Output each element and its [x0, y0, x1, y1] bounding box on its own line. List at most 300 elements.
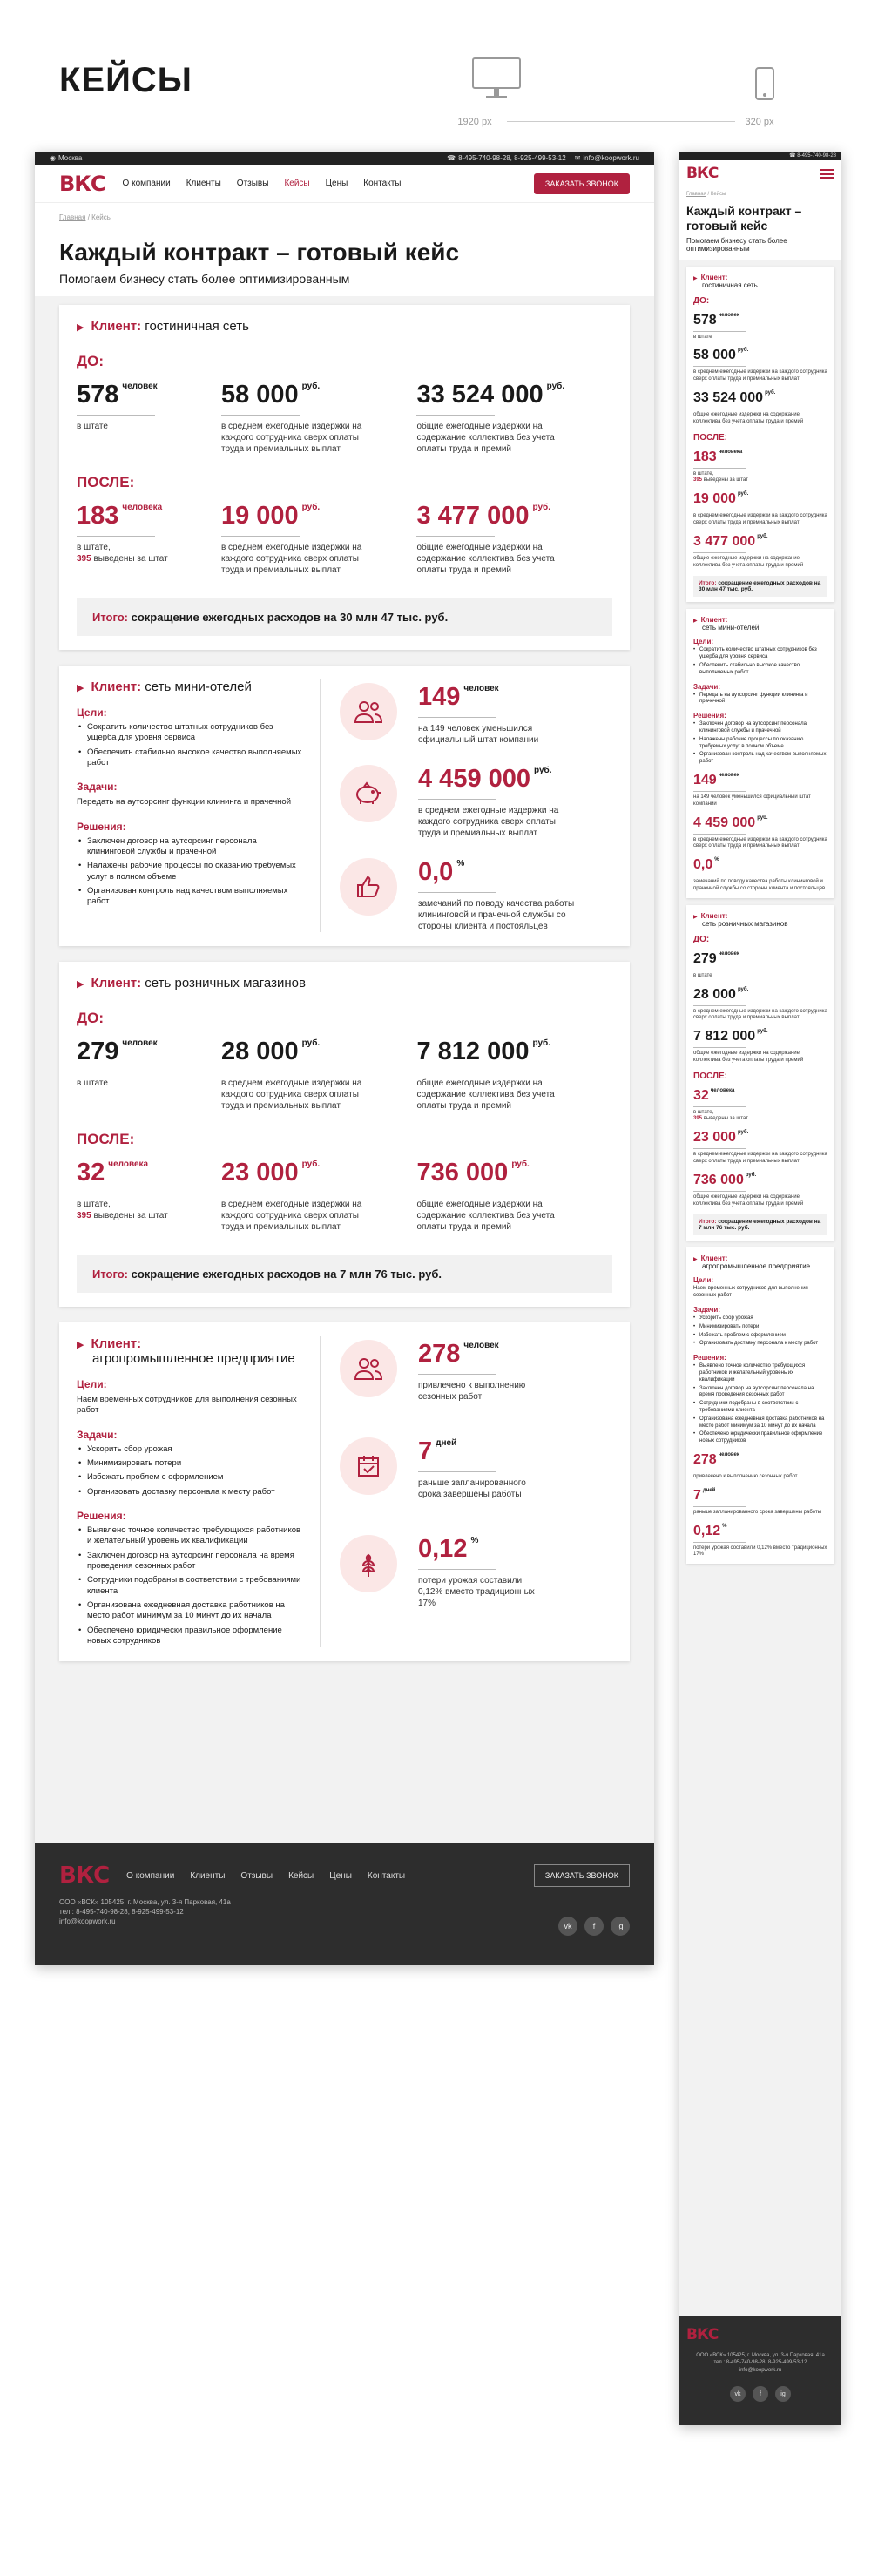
- stat-value: 33 524 000: [416, 381, 544, 409]
- calendar-icon: [340, 1437, 397, 1495]
- stat-desc: общие ежегодные издержки на содержание коллектива без учета оплаты труда и премий: [693, 411, 804, 424]
- stat-desc: в среднем ежегодные издержки на каждого сотрудника сверх оплаты труда и премиальных выплат: [693, 836, 827, 849]
- footer-email[interactable]: info@koopwork.ru: [739, 2367, 782, 2373]
- stat-desc: на 149 человек уменьшился официальный штат компании: [693, 794, 811, 807]
- mobile-hero-lead: Помогаем бизнесу стать более оптимизированным: [686, 236, 787, 253]
- footer-logo[interactable]: ВКС: [59, 1863, 110, 1889]
- case-client: [693, 274, 827, 289]
- stat-unit: человек: [122, 382, 158, 391]
- stat-value: 58 000: [693, 348, 736, 363]
- task-item: • Избежать проблем с оформлением: [693, 1333, 827, 1340]
- task-item: • Минимизировать потери: [693, 1324, 827, 1331]
- stat-unit: человек: [718, 772, 739, 778]
- stat-desc: раньше запланированного срока завершены работы: [693, 1509, 822, 1515]
- solution-item: • Сотрудники подобраны в соответствии с требованиями клиента: [693, 1401, 827, 1415]
- stat-value: 7 812 000: [416, 1038, 530, 1065]
- tasks-label: Задачи:: [693, 1306, 721, 1315]
- stat-unit: %: [456, 859, 465, 869]
- stat-value: 33 524 000: [693, 389, 764, 405]
- email[interactable]: info@koopwork.ru: [583, 154, 639, 162]
- case-client: [77, 679, 302, 694]
- before-label: ДО:: [693, 295, 710, 306]
- stat-unit: руб.: [511, 1160, 530, 1169]
- total-text: сокращение ежегодных расходов на 30 млн 47 тыс. руб.: [131, 611, 449, 624]
- footer-nav-contacts[interactable]: Контакты: [367, 1870, 406, 1881]
- tel[interactable]: тел.: 8-495-740-98-28, 8-925-499-53-12: [713, 2360, 807, 2366]
- stat-desc: в среднем ежегодные издержки на каждого сотрудника сверх оплаты труда и премиальных выплат: [220, 422, 362, 454]
- stat-unit: %: [470, 1536, 479, 1545]
- location-pin-icon: ◉: [50, 154, 56, 162]
- hamburger-icon[interactable]: [820, 169, 834, 179]
- hero: [35, 221, 654, 296]
- stat-unit: человека: [122, 503, 163, 512]
- mobile-social-links: [686, 2386, 834, 2402]
- footer-email[interactable]: info@koopwork.ru: [59, 1917, 116, 1926]
- breadcrumb-home[interactable]: Главная: [59, 213, 86, 221]
- before-label: ДО:: [77, 353, 104, 369]
- solutions-label: Решения:: [693, 1354, 726, 1362]
- stat-desc: общие ежегодные издержки на содержание коллектива без учета оплаты труда и премий: [693, 555, 804, 568]
- stat-value: 279: [77, 1038, 119, 1065]
- after-label: ПОСЛЕ:: [77, 1131, 135, 1147]
- client-name: гостиничная сеть: [702, 281, 758, 289]
- stat-desc: в среднем ежегодные издержки на каждого сотрудника сверх оплаты труда и премиальных выплат: [693, 1008, 827, 1021]
- stat-desc: привлечено к выполнению сезонных работ: [418, 1381, 526, 1402]
- stat-desc: в штате,: [77, 543, 111, 552]
- stat-desc: общие ежегодные издержки на содержание коллектива без учета оплаты труда и премий: [693, 1051, 804, 1063]
- solution-item: • Организована ежедневная доставка работников на место работ минимум за 10 минут до их начала: [77, 1600, 302, 1622]
- piggy-bank-icon: [340, 765, 397, 822]
- stat-desc: в среднем ежегодные издержки на каждого сотрудника сверх оплаты труда и премиальных выплат: [693, 369, 827, 382]
- mobile-phone-icon: [754, 66, 775, 105]
- thumbs-up-icon: [340, 858, 397, 916]
- stat: [416, 1038, 612, 1112]
- stat-desc: в штате: [77, 422, 108, 431]
- before-label: ДО:: [77, 1010, 104, 1026]
- stat-value: 19 000: [220, 502, 299, 530]
- mobile-case-agro: [686, 1247, 834, 1564]
- address: ООО «ВСК» 105425, г. Москва, ул. 3-я Парковая, 41а: [59, 1898, 231, 1906]
- after-label: ПОСЛЕ:: [693, 1071, 727, 1081]
- instagram-icon[interactable]: ig: [775, 2386, 791, 2402]
- stat-unit: человек: [718, 950, 739, 957]
- stat-unit: руб.: [301, 503, 321, 512]
- stat-unit: руб.: [301, 1160, 321, 1169]
- mobile-hero: [679, 197, 841, 260]
- goal-item: • Сократить количество штатных сотрудников без ущерба для уровня сервиса: [77, 722, 302, 744]
- stat: [77, 1159, 221, 1233]
- stat-desc: в среднем ежегодные издержки на каждого сотрудника сверх оплаты труда и премиальных выплат: [220, 1078, 362, 1111]
- solution-item: • Выявлено точное количество требующихся работников и желательный уровень их квалификации: [77, 1525, 302, 1547]
- stat-unit: дней: [702, 1487, 716, 1493]
- before-label: ДО:: [693, 934, 710, 944]
- stat-desc-tail: выведены за штат: [93, 554, 168, 564]
- stat-desc-number: 395: [693, 477, 703, 483]
- social-links: [551, 1917, 630, 1936]
- icon-stat: [340, 683, 612, 746]
- hero-title: Каждый контракт – готовый кейс: [59, 239, 460, 266]
- solution-item: • Обеспечено юридически правильное оформление новых сотрудников: [77, 1626, 302, 1647]
- case-total: [693, 576, 827, 597]
- footer-call-button[interactable]: ЗАКАЗАТЬ ЗВОНОК: [534, 1864, 630, 1887]
- footer-nav-reviews[interactable]: Отзывы: [240, 1870, 273, 1881]
- client-label: Клиент:: [700, 616, 728, 625]
- mobile-top-bar: [679, 152, 841, 160]
- breadcrumb-current: Кейсы: [710, 192, 726, 197]
- stat-value: 32: [693, 1087, 709, 1103]
- total-label: Итого:: [92, 1268, 128, 1281]
- nav-clients[interactable]: Клиенты: [186, 179, 221, 188]
- stat-value: 279: [693, 950, 717, 966]
- solution-item: • Заключен договор на аутсорсинг персонала клининговой службы и прачечной: [77, 836, 302, 858]
- client-label: Клиент:: [91, 679, 142, 694]
- nav-cases[interactable]: Кейсы: [284, 179, 310, 188]
- stat-desc-number: 395: [77, 1211, 91, 1220]
- stat-value: 4 459 000: [693, 815, 756, 830]
- stat-value: 278: [418, 1340, 461, 1368]
- phone-icon: ☎: [447, 154, 456, 162]
- stat-unit: руб.: [534, 766, 552, 775]
- nav-contacts[interactable]: Контакты: [363, 179, 402, 188]
- client-name: агропромышленное предприятие: [702, 1262, 811, 1271]
- desktop-monitor-icon: [470, 56, 523, 105]
- after-label: ПОСЛЕ:: [693, 432, 727, 443]
- stat-value: 149: [693, 772, 717, 788]
- icon-stat: [340, 858, 612, 932]
- stat-unit: руб.: [301, 382, 321, 391]
- stat-unit: человека: [710, 1087, 735, 1093]
- stat-desc: в среднем ежегодные издержки на каждого сотрудника сверх оплаты труда и премиальных выплат: [693, 513, 827, 525]
- client-label: Клиент:: [700, 273, 728, 281]
- solution-item: • Заключен договор на аутсорсинг персонала на время проведения сезонных работ: [77, 1551, 302, 1572]
- stat-unit: человек: [122, 1038, 158, 1048]
- stat-desc: на 149 человек уменьшился официальный штат компании: [418, 724, 539, 745]
- facebook-icon[interactable]: f: [753, 2386, 768, 2402]
- task-item: • Ускорить сбор урожая: [693, 1315, 827, 1322]
- instagram-icon[interactable]: ig: [611, 1917, 630, 1936]
- case-total: [693, 1214, 827, 1235]
- stat-unit: человек: [463, 684, 499, 693]
- page-title: КЕЙСЫ: [59, 61, 192, 99]
- solution-item: • Заключен договор на аутсорсинг персонала на время проведения сезонных работ: [693, 1386, 827, 1400]
- stat-desc: в штате: [693, 972, 712, 978]
- breadcrumb-separator: /: [707, 192, 710, 197]
- footer-nav-clients[interactable]: Клиенты: [190, 1870, 226, 1881]
- stat-desc: привлечено к выполнению сезонных работ: [693, 1474, 798, 1480]
- solution-item: • Заключен договор на аутсорсинг персонала клининговой службы и прачечной: [693, 721, 827, 735]
- goals-label: Цели:: [77, 707, 107, 719]
- task-item: • Организовать доставку персонала к месту работ: [693, 1341, 827, 1348]
- stat-unit: руб.: [745, 1172, 757, 1178]
- solutions-label: Решения:: [77, 820, 126, 833]
- footer: [35, 1843, 654, 1965]
- width-divider: [507, 121, 735, 122]
- client-label: Клиент:: [91, 1336, 142, 1351]
- stat-desc-tail: выведены за штат: [703, 477, 748, 483]
- desktop-width-label: 1920 px: [457, 117, 492, 127]
- stat-unit: руб.: [301, 1038, 321, 1048]
- total-text: сокращение ежегодных расходов на 7 млн 76 тыс. руб.: [131, 1268, 442, 1281]
- breadcrumb-separator: /: [87, 213, 90, 221]
- stat-unit: человек: [718, 1452, 739, 1458]
- stat-desc: раньше запланированного срока завершены работы: [418, 1478, 526, 1499]
- goal-text: Наем временных сотрудников для выполнения сезонных работ: [77, 1395, 297, 1416]
- address: ООО «ВСК» 105425, г. Москва, ул. 3-я Парковая, 41а: [696, 2353, 825, 2358]
- solution-item: • Организован контроль над качеством выполняемых работ: [77, 886, 302, 908]
- stat-value: 23 000: [220, 1159, 299, 1187]
- stat-value: 0,12: [693, 1523, 721, 1538]
- icon-stat: [340, 765, 612, 839]
- stat-desc: общие ежегодные издержки на содержание коллектива без учета оплаты труда и премий: [693, 1193, 804, 1207]
- footer-nav-prices[interactable]: Цены: [329, 1870, 352, 1881]
- footer-address: [59, 1897, 630, 1927]
- client-name: сеть розничных магазинов: [145, 976, 306, 991]
- stat-desc: в среднем ежегодные издержки на каждого сотрудника сверх оплаты труда и премиальных выплат: [693, 1152, 827, 1165]
- tasks-label: Задачи:: [693, 682, 721, 691]
- task-item: • Избежать проблем с оформлением: [77, 1472, 302, 1483]
- stat: [416, 381, 612, 455]
- task-item: • Организовать доставку персонала к месту работ: [77, 1487, 302, 1498]
- case-client: [77, 1336, 302, 1366]
- goal-text: Наем временных сотрудников для выполнения сезонных работ: [693, 1286, 808, 1299]
- stat-unit: руб.: [737, 491, 749, 497]
- tasks-label: Задачи:: [77, 781, 118, 794]
- call-button[interactable]: ЗАКАЗАТЬ ЗВОНОК: [534, 173, 630, 194]
- main-nav: [35, 165, 654, 203]
- mobile-nav: [679, 160, 841, 186]
- footer-nav-about[interactable]: О компании: [126, 1870, 175, 1881]
- stat-value: 23 000: [693, 1130, 736, 1146]
- task-item: • Передать на аутсорсинг функции клининга и прачечной: [693, 693, 827, 707]
- stat-unit: руб.: [546, 382, 565, 391]
- task-item: • Минимизировать потери: [77, 1458, 302, 1469]
- breadcrumb-home[interactable]: Главная: [686, 192, 706, 197]
- stat-unit: руб.: [532, 1038, 550, 1048]
- stat-desc-tail: выведены за штат: [703, 1116, 748, 1122]
- goals-label: Цели:: [693, 638, 714, 646]
- stat-value: 736 000: [416, 1159, 509, 1187]
- stat-value: 58 000: [220, 381, 299, 409]
- stat-unit: человек: [718, 312, 739, 318]
- stat-value: 7 812 000: [693, 1029, 756, 1045]
- goal-item: • Обеспечить стабильно высокое качество выполняемых работ: [77, 747, 302, 769]
- wheat-icon: [340, 1535, 397, 1592]
- stat-desc: в штате,: [693, 1109, 714, 1115]
- mobile-footer-address: [686, 2352, 834, 2374]
- stat-desc-tail: выведены за штат: [93, 1211, 168, 1220]
- breadcrumb: [35, 203, 654, 221]
- mobile-case-hotel-chain: [686, 267, 834, 603]
- logo[interactable]: ВКС: [59, 171, 105, 196]
- stat-value: 28 000: [220, 1038, 299, 1065]
- case-card-hotel-chain: [59, 305, 630, 650]
- stat: [221, 1038, 417, 1112]
- phone-icon: ☎: [789, 153, 796, 159]
- stat-unit: дней: [436, 1438, 457, 1448]
- stat-value: 578: [693, 312, 717, 328]
- stat: [221, 502, 417, 576]
- stat-desc: замечаний по поводу качества работы клининговой и прачечной службы со стороны клиента и постояльцев: [418, 899, 575, 931]
- goal-item: • Сократить количество штатных сотрудников без ущерба для уровня сервиса: [693, 647, 827, 661]
- stat-value: 183: [77, 502, 119, 530]
- goal-item: • Обеспечить стабильно высокое качество выполняемых работ: [693, 663, 827, 677]
- stat-value: 0,0: [418, 858, 454, 886]
- solution-item: • Обеспечено юридически правильное оформление новых сотрудников: [693, 1431, 827, 1445]
- stat-unit: руб.: [765, 389, 776, 396]
- stat-desc: общие ежегодные издержки на содержание коллектива без учета оплаты труда и премий: [416, 422, 555, 454]
- case-total: [77, 1255, 612, 1293]
- stat-value: 4 459 000: [418, 765, 531, 793]
- stat-value: 183: [693, 449, 717, 464]
- stat-desc: в штате: [77, 1078, 108, 1088]
- stat: [221, 381, 417, 455]
- hero-lead: Помогаем бизнесу стать более оптимизированным: [59, 272, 350, 286]
- stat: [77, 502, 221, 576]
- icon-stat: [340, 1340, 612, 1403]
- case-client: [77, 976, 612, 991]
- stat-unit: руб.: [737, 348, 749, 354]
- stat-desc: потери урожая составили 0,12% вместо традиционных 17%: [418, 1576, 535, 1608]
- stat-desc-number: 395: [77, 554, 91, 564]
- solution-item: • Налажены рабочие процессы по оказанию требуемых услуг в полном объеме: [77, 861, 302, 882]
- people-icon: [340, 683, 397, 740]
- stat-value: 149: [418, 683, 461, 711]
- case-total: [77, 598, 612, 636]
- client-label: Клиент:: [700, 911, 728, 920]
- stat-unit: %: [722, 1523, 727, 1529]
- mobile-footer-logo[interactable]: ВКС: [686, 2326, 719, 2343]
- vk-icon[interactable]: vk: [730, 2386, 746, 2402]
- case-card-agro: [59, 1322, 630, 1661]
- case-client: [77, 319, 612, 334]
- stat-unit: руб.: [757, 815, 768, 821]
- stat-value: 0,12: [418, 1535, 468, 1563]
- stat-unit: руб.: [737, 1130, 749, 1136]
- mobile-mockup: [679, 152, 841, 2425]
- stat: [221, 1159, 417, 1233]
- total-label: Итого:: [699, 580, 717, 587]
- stat: [77, 1038, 221, 1112]
- stat-unit: руб.: [737, 986, 749, 992]
- nav-about[interactable]: О компании: [122, 179, 171, 188]
- case-client: [693, 616, 827, 632]
- vk-icon[interactable]: vk: [558, 1917, 577, 1936]
- stat-desc-number: 395: [693, 1116, 703, 1122]
- mobile-breadcrumb: [679, 186, 841, 197]
- stat-desc: общие ежегодные издержки на содержание коллектива без учета оплаты труда и премий: [416, 543, 555, 575]
- solution-item: • Сотрудники подобраны в соответствии с требованиями клиента: [77, 1575, 302, 1597]
- total-label: Итого:: [92, 611, 128, 624]
- case-client: [693, 1254, 827, 1270]
- mobile-case-retail: [686, 905, 834, 1241]
- client-label: Клиент:: [700, 1254, 728, 1263]
- stat-desc: в среднем ежегодные издержки на каждого сотрудника сверх оплаты труда и премиальных выплат: [418, 806, 559, 838]
- stat-unit: руб.: [532, 503, 550, 512]
- stat-value: 3 477 000: [693, 533, 756, 549]
- top-bar: [35, 152, 654, 165]
- mobile-phone[interactable]: 8-495-740-98-28: [797, 153, 836, 159]
- client-label: Клиент:: [91, 976, 142, 991]
- phones[interactable]: 8-495-740-98-28, 8-925-499-53-12: [458, 154, 566, 162]
- stat-desc: общие ежегодные издержки на содержание коллектива без учета оплаты труда и премий: [416, 1078, 555, 1111]
- case-card-retail: [59, 962, 630, 1307]
- mail-icon: ✉: [574, 154, 581, 162]
- client-name: гостиничная сеть: [145, 319, 249, 334]
- total-text: сокращение ежегодных расходов на 7 млн 76 тыс. руб.: [699, 1219, 821, 1232]
- client-label: Клиент:: [91, 319, 142, 334]
- task-item: • Ускорить сбор урожая: [77, 1444, 302, 1455]
- mobile-logo[interactable]: ВКС: [686, 165, 719, 182]
- stat-unit: человека: [108, 1160, 149, 1169]
- task-text: Передать на аутсорсинг функции клининга и прачечной: [77, 797, 291, 808]
- solutions-label: Решения:: [693, 712, 726, 720]
- solutions-label: Решения:: [77, 1510, 126, 1523]
- breadcrumb-current: Кейсы: [91, 213, 112, 221]
- case-card-mini-hotels: [59, 666, 630, 946]
- stat-unit: руб.: [757, 533, 768, 539]
- solution-item: • Организован контроль над качеством выполняемых работ: [693, 752, 827, 766]
- icon-stat: [340, 1535, 612, 1609]
- stat: [77, 381, 221, 455]
- stat-value: 0,0: [693, 857, 713, 873]
- stat-unit: человека: [718, 449, 743, 455]
- stat-desc: в среднем ежегодные издержки на каждого сотрудника сверх оплаты труда и премиальных выплат: [220, 1200, 362, 1232]
- client-name: сеть мини-отелей: [145, 679, 252, 694]
- after-label: ПОСЛЕ:: [77, 474, 135, 490]
- solution-item: • Организована ежедневная доставка работников на место работ минимум за 10 минут до их начала: [693, 1416, 827, 1430]
- stat-desc: в штате,: [77, 1200, 111, 1209]
- desktop-mockup: [35, 152, 654, 1965]
- mobile-case-mini-hotels: [686, 609, 834, 897]
- stat-desc: в штате,: [693, 470, 714, 477]
- stat-value: 28 000: [693, 986, 736, 1002]
- mobile-hero-title: Каждый контракт – готовый кейс: [686, 204, 802, 233]
- goals-label: Цели:: [77, 1378, 107, 1390]
- stat-value: 7: [693, 1487, 701, 1503]
- stat-unit: руб.: [757, 1029, 768, 1035]
- mobile-width-label: 320 px: [745, 117, 774, 127]
- client-name: сеть розничных магазинов: [702, 919, 788, 928]
- total-label: Итого:: [699, 1219, 717, 1226]
- client-name: сеть мини-отелей: [702, 624, 760, 632]
- total-text: сокращение ежегодных расходов на 30 млн 47 тыс. руб.: [699, 580, 821, 593]
- mobile-footer: [679, 2316, 841, 2425]
- tel[interactable]: тел.: 8-495-740-98-28, 8-925-499-53-12: [59, 1908, 184, 1917]
- stat-unit: человек: [463, 1341, 499, 1350]
- stat-value: 19 000: [693, 491, 736, 507]
- stat-desc: в среднем ежегодные издержки на каждого сотрудника сверх оплаты труда и премиальных выплат: [220, 543, 362, 575]
- case-client: [693, 912, 827, 928]
- footer-nav-cases[interactable]: Кейсы: [288, 1870, 314, 1881]
- nav-prices[interactable]: Цены: [325, 179, 348, 188]
- stat-value: 578: [77, 381, 119, 409]
- tasks-label: Задачи:: [77, 1428, 118, 1441]
- facebook-icon[interactable]: f: [584, 1917, 604, 1936]
- nav-reviews[interactable]: Отзывы: [236, 179, 269, 188]
- people-icon: [340, 1340, 397, 1397]
- solution-item: • Налажены рабочие процессы по оказанию требуемых услуг в полном объеме: [693, 737, 827, 751]
- solution-item: • Выявлено точное количество требующихся работников и желательный уровень их квалификации: [693, 1363, 827, 1383]
- stat-unit: %: [714, 857, 719, 863]
- stat-value: 278: [693, 1452, 717, 1468]
- icon-stat: [340, 1437, 612, 1500]
- stat: [416, 502, 612, 576]
- goals-label: Цели:: [693, 1276, 714, 1285]
- client-name: агропромышленное предприятие: [92, 1351, 295, 1366]
- stat-value: 32: [77, 1159, 105, 1187]
- stat-desc: в штате: [693, 334, 712, 340]
- stat-desc: замечаний по поводу качества работы клининговой и прачечной службы со стороны клиента и постояльцев: [693, 879, 826, 891]
